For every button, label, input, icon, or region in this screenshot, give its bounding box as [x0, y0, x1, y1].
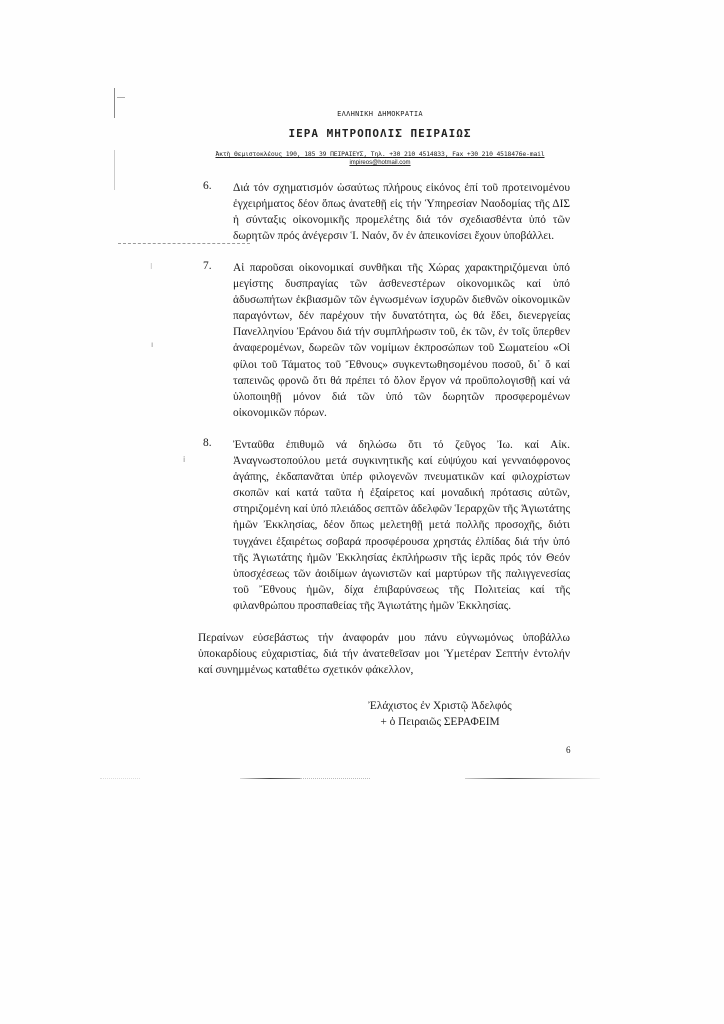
margin-mark: ⁝ — [150, 262, 153, 271]
scan-edge-mark-lower — [114, 150, 115, 190]
paragraph-number-7: 7. — [203, 260, 212, 272]
scan-dashed-line — [118, 243, 250, 244]
scan-footer-artifact — [100, 778, 140, 780]
paragraph-7: Αἱ παροῦσαι οἰκονομικαί συνθῆκαι τῆς Χώρας χαρακτηριζόμεναι ὑπό μεγίστης δυσπραγίας τῶν ἀσθενεστέρων οἰκονομικῶς καί ὑπό ἀδυσωπήτων ἐκβιασμῶν τῶν ἐγνωσμένων ἰσχυρῶν διεθνῶν οἰκονομικῶν παραγόντων, δέν παρέχουν τήν δυνατότητα, ὡς θά ἔδει, διενεργείας Πανελληνίου Ἐράνου διά τήν συμπλήρωσιν τοῦ, ἐκ τῶν, ἐν τοῖς ὕπερθεν ἀναφερομένων, δωρεῶν τῶν νομίμων ἐκπροσώπων τοῦ Σωματείου «Οἱ φίλοι τοῦ Τάματος τοῦ Ἔθνους» συγκεντωθησομένου ποσοῦ, δι᾽ ὅ καί ταπεινῶς φρονῶ ὅτι θά πρέπει τό ὅλον ἔργον νά προϋπολογισθῇ καί νά ὑλοποιηθῇ μόνον διά τῶν ὑπό τῶν δωρητῶν προσφερομένων οἰκονομικῶν πόρων. — [233, 262, 570, 419]
scan-edge-mark — [114, 88, 115, 118]
page-number: 6 — [566, 745, 571, 755]
paragraph-number-6: 6. — [203, 180, 212, 192]
letterhead-address: Ἀκτὴ Θεμιστοκλέους 190, 185 39 ΠΕΙΡΑΙΕΥΣ, Τηλ. +30 210 4514833, Fax +30 210 4518476e-mail — [215, 150, 545, 158]
paragraph-6: Διά τόν σχηματισμόν ὡσαύτως πλήρους εἰκόνος ἐπί τοῦ προτεινομένου ἐγχειρήματος δέον ὅπως ἀνατεθῇ εἰς τήν Ὑπηρεσίαν Ναοδομίας τῆς ΔΙΣ ἡ σύνταξις οἰκονομικῆς προμελέτης διά τόν σχεδιασθέντα ὑπό τῶν δωρητῶν πρός ἀνέγερσιν Ἱ. Ναόν, ὅν ἐν ἀπεικονίσει ἔχουν ὑποβάλλει. — [233, 182, 570, 243]
signature-line-1: Ἐλάχιστος ἐν Χριστῷ Ἀδελφός — [368, 700, 512, 712]
margin-mark: ı — [151, 340, 154, 349]
closing-paragraph: Περαίνων εὐσεβάστως τήν ἀναφοράν μου πάνυ εὐγνωμόνως ὑποβάλλω ὑποκαρδίους εὐχαριστίας, διά τήν ἀνατεθεῖσαν μοι Ὑμετέραν Σεπτήν ἐντολήν καί συνημμένως καταθέτω σχετικόν φάκελλον, — [198, 632, 570, 677]
scan-edge-tick — [117, 97, 125, 98]
letterhead-metropolis: ΙΕΡΑ ΜΗΤΡΟΠΟΛΙΣ ΠΕΙΡΑΙΩΣ — [288, 127, 472, 140]
signature-line-2: + ὁ Πειραιῶς ΣΕΡΑΦΕΙΜ — [380, 716, 500, 728]
margin-mark: ⅰ — [183, 455, 186, 464]
scan-footer-artifact — [240, 778, 300, 779]
letterhead-email[interactable]: impireos@hotmail.com — [349, 160, 411, 166]
scan-footer-artifact — [465, 778, 600, 779]
scan-footer-artifact — [300, 778, 370, 780]
letterhead-republic: ΕΛΛΗΝΙΚΗ ΔΗΜΟΚΡΑΤΙΑ — [337, 110, 423, 118]
paragraph-8: Ἐνταῦθα ἐπιθυμῶ νά δηλώσω ὅτι τό ζεῦγος Ἰω. καί Αἰκ. Ἀναγνωστοπούλου μετά συγκινητικῆς καί εὐψύχου καί γενναιόφρονος ἀγάπης, ἐκδαπανᾶται ὑπέρ φιλογενῶν πνευματικῶν καί φιλοχρίστων σκοπῶν καί κατά ταῦτα ἡ ἐξαίρετος καί μοναδική πρότασις αὐτῶν, στηριζομένη καί ὑπό πλειάδος σεπτῶν ἀδελφῶν Ἱεραρχῶν τῆς Ἁγιωτάτης ἡμῶν Ἐκκλησίας, δέον ὅπως μελετηθῇ μετά πολλῆς προσοχῆς, διότι τυγχάνει ἐξαιρέτως σοβαρά προσφέρουσα χρηστάς ἐλπίδας διά τήν ὑπό τῆς Ἁγιωτάτης ἡμῶν Ἐκκλησίας ἐκπλήρωσιν τῆς ἱερᾶς πρός τόν Θεόν ὑποσχέσεως τῶν ἀοιδίμων ἀγωνιστῶν καί μαρτύρων τῆς παλιγγενεσίας τοῦ Ἔθνους ἡμῶν, δίχα ἐπιβαρύνσεως τῆς Πολιτείας καί τῆς φιλανθρώπου προσπαθείας τῆς Ἁγιωτάτης ἡμῶν Ἐκκλησίας. — [233, 439, 571, 612]
paragraph-number-8: 8. — [203, 437, 212, 449]
